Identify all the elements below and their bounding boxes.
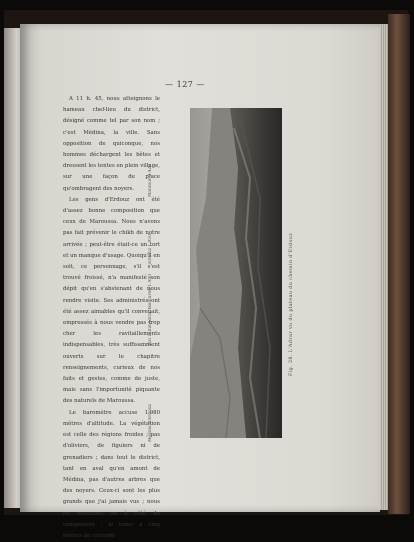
book [4, 10, 408, 539]
photo-label: Tizi Taïfat [148, 324, 153, 347]
photo-label: Erdouz 1.950 [148, 234, 153, 264]
paragraph: Le baromètre accuse 1.980 mètres d'altitude. La végétation est celle des régions froides ; pas d'oliviers, de figuiers ni de grenadiers ; dans tout le district, tant en aval qu'en amont de Médina, pas d'autres arbres que des noyers. Ceux-ci sont les plus grands que j'ai jamais vus ; nous en mesurons un à côté du campement ; le tronc a cinq mètres de circonfé- [63, 409, 160, 539]
photo-label: Mahfour 2.420 [148, 164, 153, 198]
paragraph: Les gens d'Erdouz ont été d'assez bonne composition que ceux de Maroussa. Nous n'avons pas fait prévenir le chikh de notre arrivée ; peut-être était-ce un tort et un manque d'usage. Quoiqu'il en soit, ce personnage, s'il s'est trouvé froissé, n'a manifesté son dépit qu'en s'abstenant de nous rendre visite. Ses administrés ont été assez aimables qu'il convenait, empressés à nous vendre pas trop cher les ravitaillements indispensables, très suffisamment ouverts sur le chapitre renseignements, curieux de nos faits et gestes, comme de juste, mais sans l'importunité piquante des naturels de Maroussa. [63, 196, 160, 405]
paragraph: A 11 h. 45, nous atteignons le hameau chef-lieu du district, désigné comme tel par son nom ; c'est Médina, la ville. Sans opposition de quiconque, nos hommes déchargent les bêtes et dressent les tentes en plein village, sur une façon de place qu'ombragent des noyers. [63, 96, 160, 192]
mountain-photograph [190, 108, 282, 438]
body-text-column [63, 94, 160, 542]
figure-caption: Fig. 28. L'Adrar vu du plateau du chemin d'Erdouz [289, 232, 294, 376]
mountain-landscape-image [190, 108, 282, 438]
photo-label: Médina d'Erdouz [148, 404, 153, 443]
book-cover-edge [388, 14, 410, 514]
photo-label: Adrar Ikedfaren 1.980 [148, 274, 153, 324]
page-number: — 127 — [165, 80, 205, 89]
book-page [20, 24, 380, 539]
